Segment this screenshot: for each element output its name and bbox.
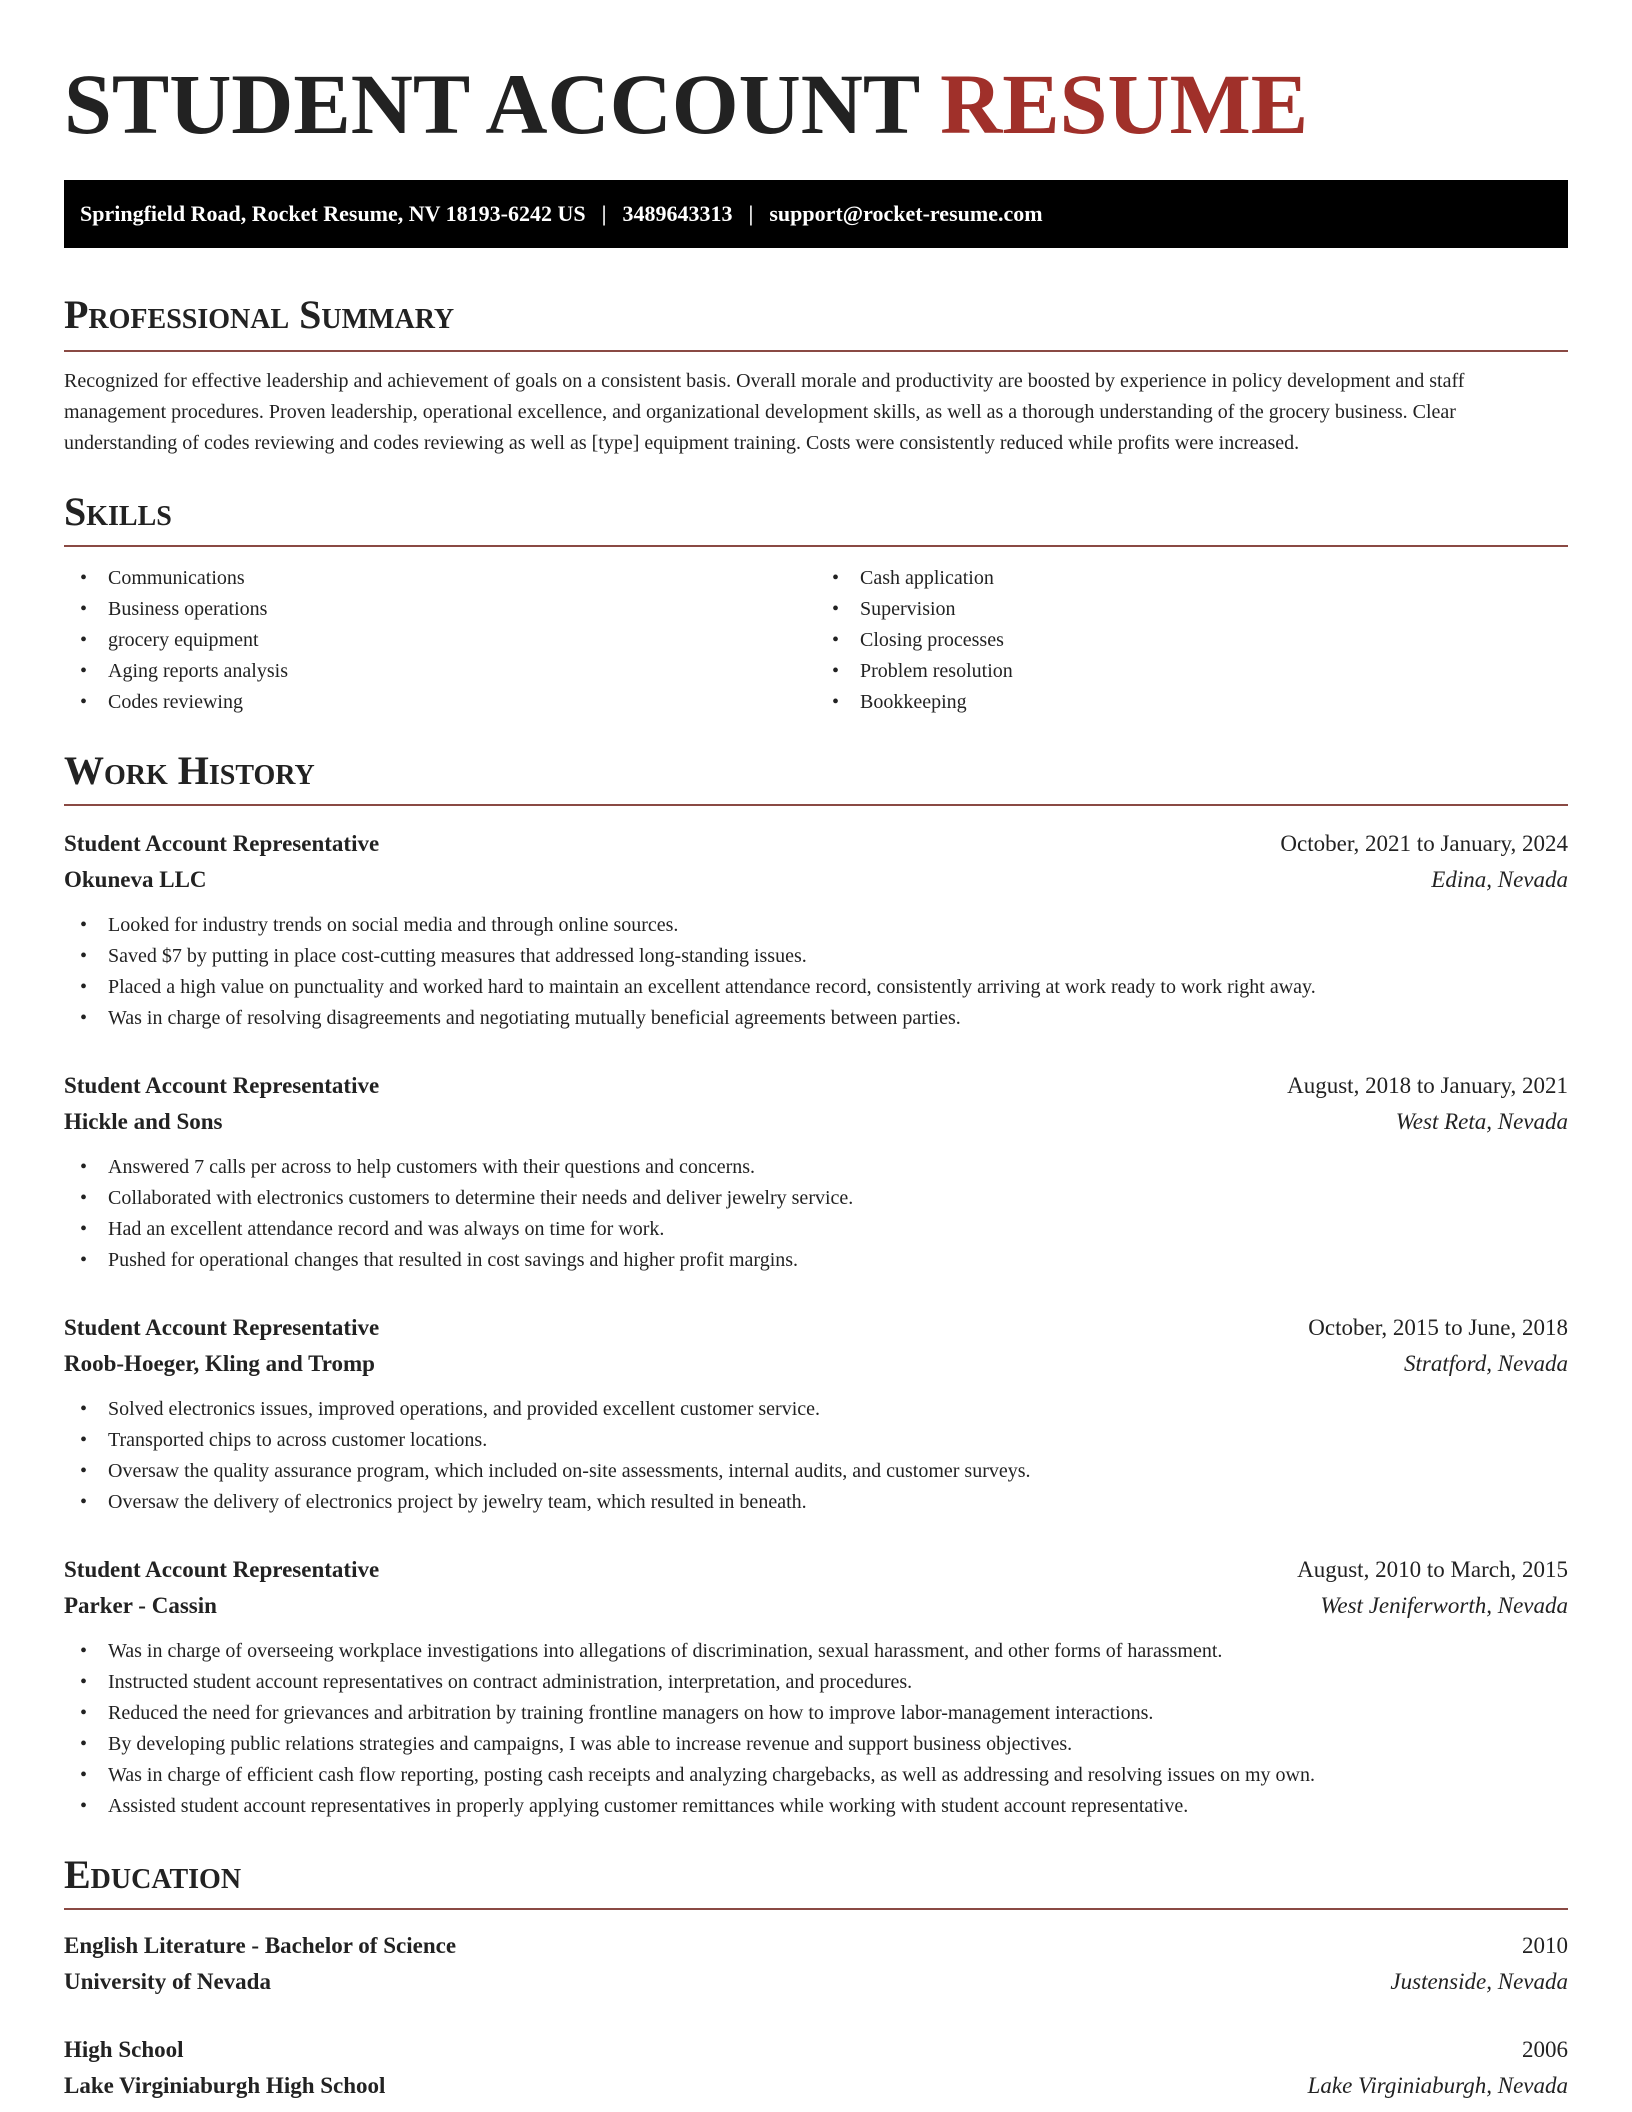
title-part-1: STUDENT ACCOUNT [64, 56, 919, 152]
bullet-icon: • [80, 945, 88, 967]
skill-label: Aging reports analysis [108, 660, 288, 682]
skill-item [816, 687, 1568, 718]
resume-title [64, 0, 1568, 154]
job-bullet-text: Was in charge of resolving disagreements and negotiating mutually beneficial agreements between parties. [108, 1007, 961, 1029]
job-bullet [64, 1152, 1568, 1183]
job-bullet-text: Reduced the need for grievances and arbitration by training frontline managers on how to improve labor-management interactions. [108, 1702, 1154, 1724]
education-entry [64, 2032, 1568, 2104]
skills-columns [64, 563, 1568, 718]
skill-item [816, 563, 1568, 594]
skill-label: Communications [108, 567, 245, 589]
job-bullet-text: Had an excellent attendance record and was always on time for work. [108, 1218, 665, 1240]
job-bullet [64, 1487, 1568, 1518]
job-bullet [64, 1729, 1568, 1760]
job-company: Okuneva LLC [64, 867, 207, 892]
education-degree: English Literature - Bachelor of Science [64, 1933, 457, 1958]
title-part-2: RESUME [940, 56, 1309, 152]
job-title: Student Account Representative [64, 831, 380, 856]
education-year: 2006 [1522, 2037, 1568, 2062]
bullet-icon: • [80, 1671, 88, 1693]
job-bullet-text: Was in charge of efficient cash flow reporting, posting cash receipts and analyzing chargebacks, as well as addressing and resolving issues on my own. [108, 1764, 1315, 1786]
summary-heading: Professional Summary [64, 292, 455, 337]
bullet-icon: • [80, 1187, 88, 1209]
job-location: Stratford, Nevada [1404, 1351, 1568, 1376]
skill-item [816, 625, 1568, 656]
job-bullet [64, 1698, 1568, 1729]
skill-label: Problem resolution [860, 660, 1013, 682]
contact-email: support@rocket-resume.com [769, 201, 1043, 226]
section-divider [64, 804, 1568, 806]
education-location: Lake Virginiaburgh, Nevada [1307, 2073, 1568, 2098]
contact-separator: | [601, 201, 607, 226]
job-bullet-text: Placed a high value on punctuality and worked hard to maintain an excellent attendance record, consistently arriving at work ready to work right away. [108, 976, 1316, 998]
skill-label: Bookkeeping [860, 691, 967, 713]
bullet-icon: • [80, 567, 88, 589]
bullet-icon: • [80, 598, 88, 620]
bullet-icon: • [80, 976, 88, 998]
contact-address: Springfield Road, Rocket Resume, NV 18193-6242 US [80, 201, 586, 226]
skill-label: Codes reviewing [108, 691, 243, 713]
job-entry [64, 1310, 1568, 1518]
job-location: Edina, Nevada [1431, 867, 1568, 892]
job-company: Hickle and Sons [64, 1109, 223, 1134]
education-entry [64, 1928, 1568, 2000]
skill-item [816, 656, 1568, 687]
education-year: 2010 [1522, 1933, 1568, 1958]
skill-item [64, 625, 816, 656]
bullet-icon: • [832, 567, 840, 589]
job-bullet [64, 1425, 1568, 1456]
skills-heading: Skills [64, 489, 172, 534]
education-location: Justenside, Nevada [1390, 1969, 1568, 1994]
skill-label: Cash application [860, 567, 994, 589]
job-entry [64, 1552, 1568, 1822]
job-entry [64, 1068, 1568, 1276]
bullet-icon: • [80, 1702, 88, 1724]
bullet-icon: • [832, 660, 840, 682]
section-divider [64, 545, 1568, 547]
bullet-icon: • [80, 1007, 88, 1029]
bullet-icon: • [80, 660, 88, 682]
bullet-icon: • [80, 1795, 88, 1817]
bullet-icon: • [80, 1733, 88, 1755]
education-section [64, 1850, 1568, 2104]
job-bullet-text: Instructed student account representatives on contract administration, interpretation, and procedures. [108, 1671, 913, 1693]
job-bullet [64, 1636, 1568, 1667]
education-degree: High School [64, 2037, 184, 2062]
job-bullet-text: Oversaw the delivery of electronics project by jewelry team, which resulted in beneath. [108, 1491, 807, 1513]
summary-text: Recognized for effective leadership and achievement of goals on a consistent basis. Overall morale and productivity are boosted by experience in policy development and staff management procedures. Proven leadership, operational excellence, and organizational development skills, as well as a thorough understanding of the grocery business. Clear understanding of codes reviewing and codes reviewing as well as [type] equipment training. Costs were consistently reduced while profits were increased. [64, 370, 1465, 454]
job-bullet-text: Was in charge of overseeing workplace investigations into allegations of discrimination, sexual harassment, and other forms of harassment. [108, 1640, 1223, 1662]
job-bullet-text: Collaborated with electronics customers to determine their needs and deliver jewelry service. [108, 1187, 854, 1209]
summary-section [64, 290, 1568, 459]
education-heading: Education [64, 1852, 242, 1897]
bullet-icon: • [80, 1218, 88, 1240]
job-entry [64, 826, 1568, 1034]
job-bullet-text: Saved $7 by putting in place cost-cutting measures that addressed long-standing issues. [108, 945, 807, 967]
bullet-icon: • [80, 1249, 88, 1271]
bullet-icon: • [80, 691, 88, 713]
bullet-icon: • [80, 1460, 88, 1482]
job-bullet-text: Oversaw the quality assurance program, which included on-site assessments, internal audits, and customer surveys. [108, 1460, 1031, 1482]
job-dates: August, 2018 to January, 2021 [1287, 1073, 1568, 1098]
skills-list-left [64, 563, 816, 718]
skill-label: Supervision [860, 598, 956, 620]
bullet-icon: • [832, 691, 840, 713]
bullet-icon: • [832, 598, 840, 620]
education-school: Lake Virginiaburgh High School [64, 2073, 386, 2098]
bullet-icon: • [80, 1398, 88, 1420]
bullet-icon: • [832, 629, 840, 651]
job-bullet-text: Pushed for operational changes that resulted in cost savings and higher profit margins. [108, 1249, 799, 1271]
job-bullet [64, 972, 1568, 1003]
job-bullet-text: Assisted student account representatives in properly applying customer remittances while working with student account representative. [108, 1795, 1189, 1817]
job-bullet [64, 1245, 1568, 1276]
skill-item [816, 594, 1568, 625]
job-dates: August, 2010 to March, 2015 [1297, 1557, 1568, 1582]
job-bullets [64, 1394, 1568, 1518]
bullet-icon: • [80, 1640, 88, 1662]
job-title: Student Account Representative [64, 1073, 380, 1098]
job-bullet [64, 1003, 1568, 1034]
job-bullets [64, 1152, 1568, 1276]
work-history-heading: Work History [64, 748, 315, 793]
job-location: West Reta, Nevada [1395, 1109, 1568, 1134]
job-bullet [64, 1214, 1568, 1245]
skill-item [64, 594, 816, 625]
job-bullet-text: Answered 7 calls per across to help customers with their questions and concerns. [108, 1156, 756, 1178]
job-dates: October, 2021 to January, 2024 [1280, 831, 1568, 856]
job-company: Roob-Hoeger, Kling and Tromp [64, 1351, 375, 1376]
bullet-icon: • [80, 1764, 88, 1786]
skill-item [64, 563, 816, 594]
job-title: Student Account Representative [64, 1315, 380, 1340]
job-bullet-text: Solved electronics issues, improved operations, and provided excellent customer service. [108, 1398, 821, 1420]
job-bullets [64, 910, 1568, 1034]
job-bullet-text: By developing public relations strategies and campaigns, I was able to increase revenue and support business objectives. [108, 1733, 1073, 1755]
job-bullet [64, 941, 1568, 972]
job-bullet-text: Looked for industry trends on social media and through online sources. [108, 914, 679, 936]
skill-label: Closing processes [860, 629, 1004, 651]
skill-item [64, 656, 816, 687]
bullet-icon: • [80, 1491, 88, 1513]
education-school: University of Nevada [64, 1969, 271, 1994]
bullet-icon: • [80, 1429, 88, 1451]
contact-phone: 3489643313 [622, 201, 733, 226]
job-company: Parker - Cassin [64, 1593, 217, 1618]
skill-item [64, 687, 816, 718]
section-divider [64, 350, 1568, 352]
contact-separator: | [748, 201, 754, 226]
section-divider [64, 1908, 1568, 1910]
skills-list-right [816, 563, 1568, 718]
job-bullet [64, 1791, 1568, 1822]
job-bullet [64, 1394, 1568, 1425]
skill-label: grocery equipment [108, 629, 259, 651]
skill-label: Business operations [108, 598, 268, 620]
bullet-icon: • [80, 914, 88, 936]
skills-section [64, 487, 1568, 718]
job-title: Student Account Representative [64, 1557, 380, 1582]
job-location: West Jeniferworth, Nevada [1320, 1593, 1568, 1618]
job-bullet [64, 1667, 1568, 1698]
job-dates: October, 2015 to June, 2018 [1308, 1315, 1568, 1340]
bullet-icon: • [80, 629, 88, 651]
job-bullet [64, 1456, 1568, 1487]
work-history-section [64, 746, 1568, 1822]
job-bullet [64, 1183, 1568, 1214]
bullet-icon: • [80, 1156, 88, 1178]
job-bullet [64, 1760, 1568, 1791]
job-bullet [64, 910, 1568, 941]
job-bullets [64, 1636, 1568, 1822]
contact-bar [64, 180, 1568, 248]
job-bullet-text: Transported chips to across customer locations. [108, 1429, 488, 1451]
